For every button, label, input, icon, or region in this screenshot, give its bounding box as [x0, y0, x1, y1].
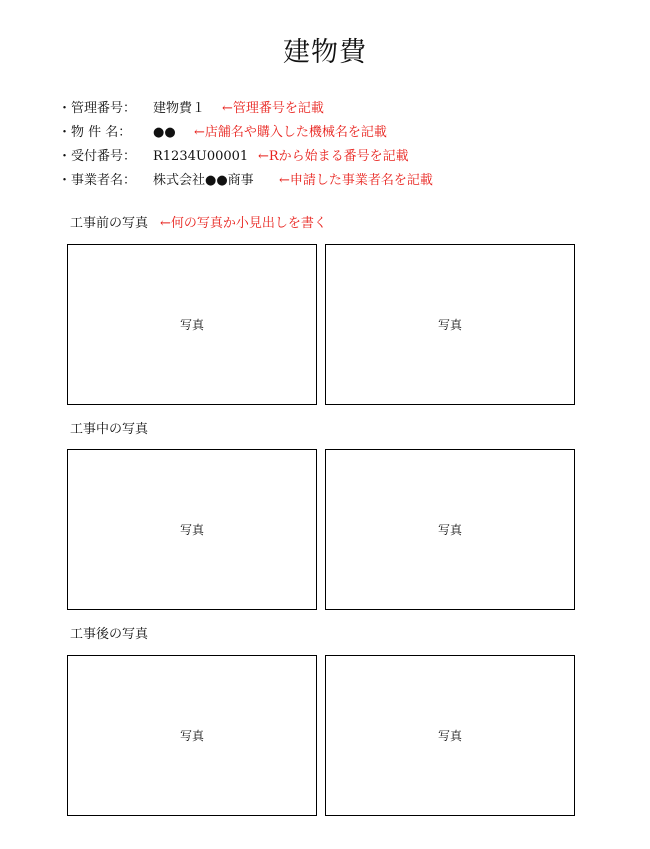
document-title: 建物費	[283, 37, 367, 68]
info-value: ●●	[153, 125, 176, 140]
info-value: 建物費１	[153, 101, 206, 116]
info-value: 株式会社●●商事	[153, 173, 254, 188]
photo-placeholder-during-right	[325, 449, 575, 610]
info-row-property-name	[58, 123, 618, 147]
info-row-management-number	[58, 99, 618, 123]
photo-label: 写真	[179, 523, 204, 537]
photo-label: 写真	[437, 523, 462, 537]
section-heading-after	[70, 625, 148, 645]
section-heading-during	[70, 420, 148, 440]
info-note: ←申請した事業者名を記載	[279, 173, 433, 188]
section-heading-label: 工事後の写真	[70, 627, 149, 642]
info-label: ・事業者名：	[58, 173, 137, 188]
info-label: ・管理番号：	[58, 101, 137, 116]
photo-placeholder-before-right	[325, 244, 575, 405]
info-value: R1234U00001	[153, 149, 249, 164]
photo-placeholder-during-left	[67, 449, 317, 610]
info-label: ・受付番号：	[58, 149, 137, 164]
section-heading-before	[70, 214, 327, 234]
photo-label: 写真	[437, 318, 462, 332]
photo-placeholder-before-left	[67, 244, 317, 405]
info-note: ←管理番号を記載	[222, 101, 324, 116]
photo-label: 写真	[179, 729, 204, 743]
info-block	[58, 99, 618, 195]
photo-label: 写真	[179, 318, 204, 332]
section-heading-label: 工事中の写真	[70, 422, 149, 437]
info-label: ・物 件 名：	[58, 125, 132, 140]
info-row-reception-number	[58, 147, 618, 171]
section-heading-label: 工事前の写真	[70, 216, 149, 231]
photo-placeholder-after-left	[67, 655, 317, 816]
info-note: ←店舗名や購入した機械名を記載	[194, 125, 387, 140]
section-heading-note: ←何の写真か小見出しを書く	[160, 216, 327, 231]
photo-label: 写真	[437, 729, 462, 743]
photo-placeholder-after-right	[325, 655, 575, 816]
info-row-business-name	[58, 171, 618, 195]
info-note: ←Rから始まる番号を記載	[258, 149, 409, 164]
